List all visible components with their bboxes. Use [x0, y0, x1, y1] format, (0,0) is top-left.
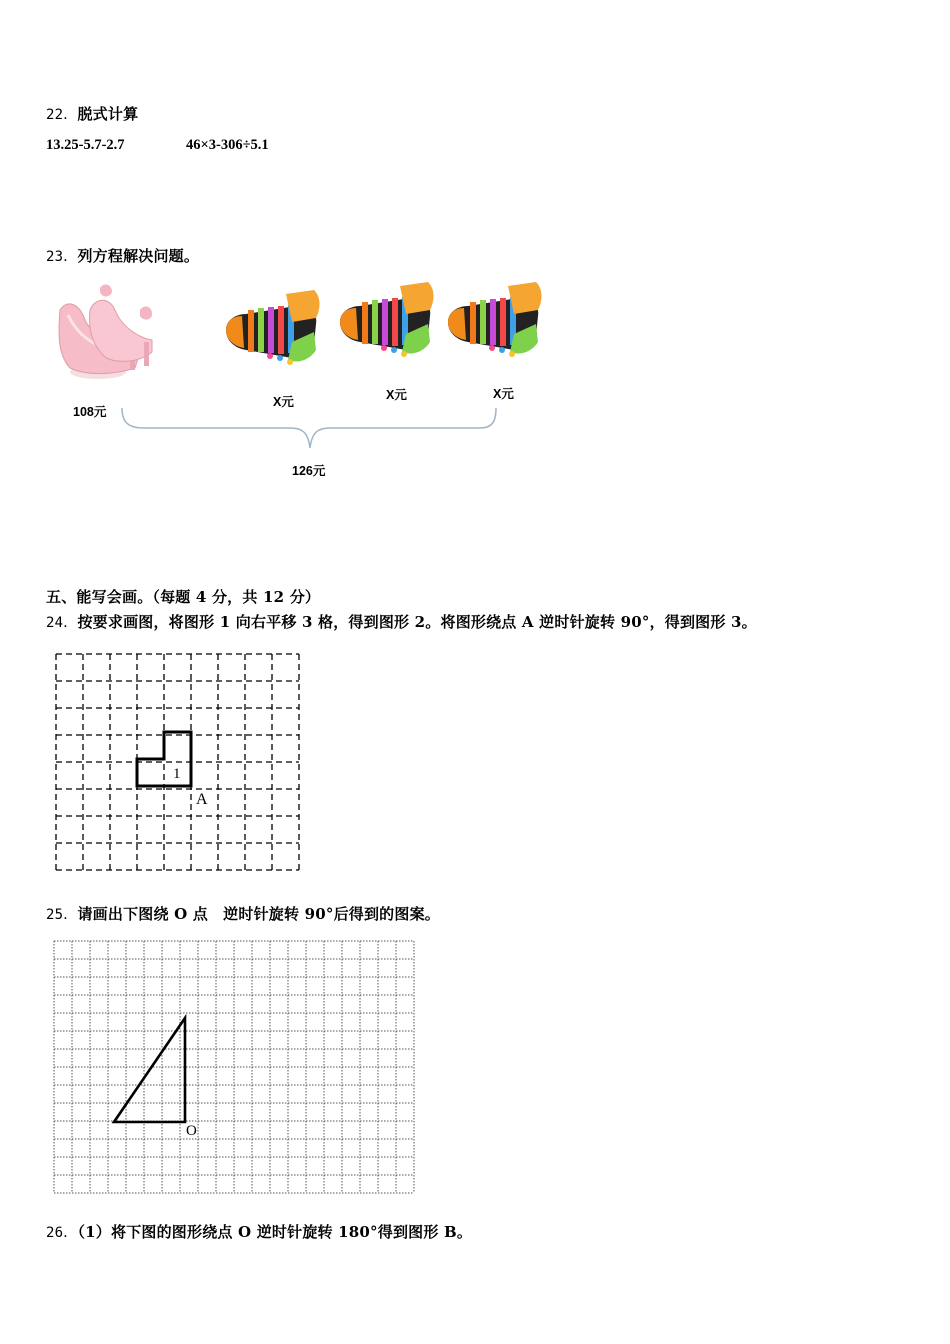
- sock-price-label-3: X元: [493, 387, 514, 401]
- q22-title-text: 脱式计算: [77, 105, 139, 123]
- q23-number: 23．: [46, 249, 78, 265]
- high-heel-shoes-image: [59, 285, 152, 379]
- q24-instruction: 按要求画图，将图形 1 向右平移 3 格，得到图形 2。将图形绕点 A 逆时针旋转 90°，得到图形 3。: [77, 613, 757, 631]
- dashed-grid: [56, 654, 299, 870]
- striped-socks-image-3: [448, 282, 542, 357]
- q25-number: 25．: [46, 907, 78, 923]
- right-triangle: [114, 1018, 185, 1122]
- q22-title: [46, 103, 138, 124]
- q22-number: 22．: [46, 107, 78, 123]
- q24-text: [46, 611, 757, 632]
- point-o-label: O: [186, 1123, 197, 1139]
- total-price-label: 126元: [292, 464, 326, 478]
- q23-title: [46, 245, 199, 266]
- q25-text: [46, 903, 440, 924]
- q26-instruction: （1）将下图的图形绕点 O 逆时针旋转 180°得到图形 B。: [77, 1223, 473, 1241]
- q23-title-text: 列方程解决问题。: [77, 247, 200, 265]
- q26-text: [46, 1221, 472, 1242]
- total-brace: [122, 408, 496, 448]
- shoe-price-label: 108元: [73, 405, 107, 419]
- section-5-heading: 五、能写会画。（每题 4 分，共 12 分）: [46, 588, 321, 606]
- q25-grid-figure: [50, 935, 420, 1201]
- sock-price-label-1: X元: [273, 395, 294, 409]
- dotted-grid: [54, 941, 414, 1193]
- q22-expression-1: 13.25-5.7-2.7: [46, 137, 125, 153]
- shape-1-label: 1: [173, 766, 181, 782]
- striped-socks-image-1: [226, 290, 320, 365]
- q22-expression-2: 46×3-306÷5.1: [186, 137, 269, 153]
- q23-illustration: [40, 280, 560, 490]
- point-a-label: A: [196, 791, 208, 808]
- striped-socks-image-2: [340, 282, 434, 357]
- q24-grid-figure: [50, 648, 306, 874]
- q24-number: 24．: [46, 615, 78, 631]
- q26-number: 26．: [46, 1225, 78, 1241]
- q25-instruction: 请画出下图绕 O 点 逆时针旋转 90°后得到的图案。: [77, 905, 440, 923]
- sock-price-label-2: X元: [386, 388, 407, 402]
